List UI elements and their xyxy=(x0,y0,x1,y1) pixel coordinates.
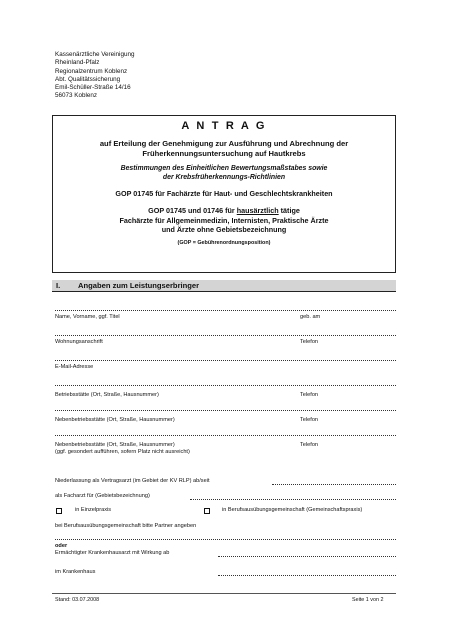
sender-line: Kassenärztliche Vereinigung xyxy=(55,51,135,58)
practice-phone-label: Telefon xyxy=(300,392,319,398)
subtitle-line: Früherkennungsuntersuchung auf Hautkrebs xyxy=(142,149,306,158)
registration-input-line[interactable] xyxy=(272,484,396,485)
gop-line-pre: GOP 01745 und 01746 für xyxy=(148,206,237,216)
partner-label: bei Berufsausübungsgemeinschaft bitte Partner angeben xyxy=(55,523,197,529)
gop-line-underlined: hausärztlich xyxy=(236,206,279,216)
sender-line: Rheinland-Pfalz xyxy=(55,59,100,67)
hospital-input-line[interactable] xyxy=(218,575,396,576)
address-label: Wohnungsanschrift xyxy=(55,339,103,345)
secondary-practice-2-input-line[interactable] xyxy=(55,435,396,436)
document-subtitle xyxy=(53,139,395,159)
sender-line: Regionalzentrum Koblenz xyxy=(55,67,128,75)
subtitle-line: auf Erteilung der Genehmigung zur Ausführung und Abrechnung der xyxy=(99,139,349,148)
section-header xyxy=(52,280,396,292)
sender-line: Emil-Schüller-Straße 14/16 xyxy=(55,84,131,92)
authorized-doctor-label: Ermächtigter Krankenhausarzt mit Wirkung ab xyxy=(55,550,170,556)
regulation-line: Bestimmungen des Einheitlichen Bewertungsmaßstabes sowie xyxy=(120,165,328,172)
authorized-date-input-line[interactable] xyxy=(218,556,396,557)
secondary-practice-2-label: Nebenbetriebsstätte (Ort, Straße, Hausnummer) xyxy=(55,442,175,448)
birthdate-label: geb. am xyxy=(300,314,321,320)
name-label: Name, Vorname, ggf. Titel xyxy=(55,314,120,320)
regulation-line: der Krebsfrüherkennungs-Richtlinien xyxy=(162,173,286,181)
practice-input-line[interactable] xyxy=(55,385,396,386)
registration-label: Niederlassung als Vertragsarzt (im Gebiet der KV RLP) ab/seit xyxy=(55,478,210,484)
sender-address xyxy=(55,51,134,101)
solo-practice-label: in Einzelpraxis xyxy=(75,507,112,513)
sender-line: 56073 Koblenz xyxy=(55,92,98,100)
solo-practice-checkbox[interactable] xyxy=(56,508,62,514)
secondary-practice-input-line[interactable] xyxy=(55,410,396,411)
phone-label: Telefon xyxy=(300,339,319,345)
gop-note: (GOP = Gebührenordnungsposition) xyxy=(177,240,271,247)
footer-page-number: Seite 1 von 2 xyxy=(352,597,384,603)
secondary-practice-2-phone-label: Telefon xyxy=(300,442,319,448)
gop-line-post: tätige xyxy=(278,206,300,216)
specialist-input-line[interactable] xyxy=(190,499,396,500)
document-title: A N T R A G xyxy=(181,120,267,132)
specialist-label: als Facharzt für (Gebietsbezeichnung) xyxy=(55,493,150,499)
partner-input-line[interactable] xyxy=(55,539,396,540)
address-input-line[interactable] xyxy=(55,335,396,336)
gop-dermatology: GOP 01745 für Fachärzte für Haut- und Geschlechtskrankheiten xyxy=(115,189,333,199)
or-label: oder xyxy=(55,543,68,549)
email-label: E-Mail-Adresse xyxy=(55,364,94,370)
footer-divider xyxy=(52,593,396,594)
gop-general-practice xyxy=(53,206,395,234)
secondary-practice-phone-label: Telefon xyxy=(300,417,319,423)
regulation-text xyxy=(53,165,395,182)
section-title: Angaben zum Leistungserbringer xyxy=(78,281,200,290)
gop-line xyxy=(53,206,395,215)
group-practice-checkbox[interactable] xyxy=(204,508,210,514)
title-box xyxy=(52,115,396,273)
email-input-line[interactable] xyxy=(55,360,396,361)
footer-date: Stand: 03.07.2008 xyxy=(55,597,100,603)
secondary-practice-note: (ggf. gesondert aufführen, sofern Platz nicht ausreicht) xyxy=(55,449,190,455)
secondary-practice-label: Nebenbetriebsstätte (Ort, Straße, Hausnummer) xyxy=(55,417,175,423)
sender-line: Abt. Qualitätssicherung xyxy=(55,75,121,83)
gop-line: und Ärzte ohne Gebietsbezeichnung xyxy=(161,225,287,234)
section-number: I. xyxy=(56,281,61,290)
gop-line: Fachärzte für Allgemeinmedizin, Internisten, Praktische Ärzte xyxy=(119,215,329,225)
hospital-label: im Krankenhaus xyxy=(55,569,96,575)
name-input-line[interactable] xyxy=(55,310,396,311)
group-practice-label: in Berufsausübungsgemeinschaft (Gemeinschaftspraxis) xyxy=(222,507,363,513)
practice-label: Betriebsstätte (Ort, Straße, Hausnummer) xyxy=(55,392,159,398)
